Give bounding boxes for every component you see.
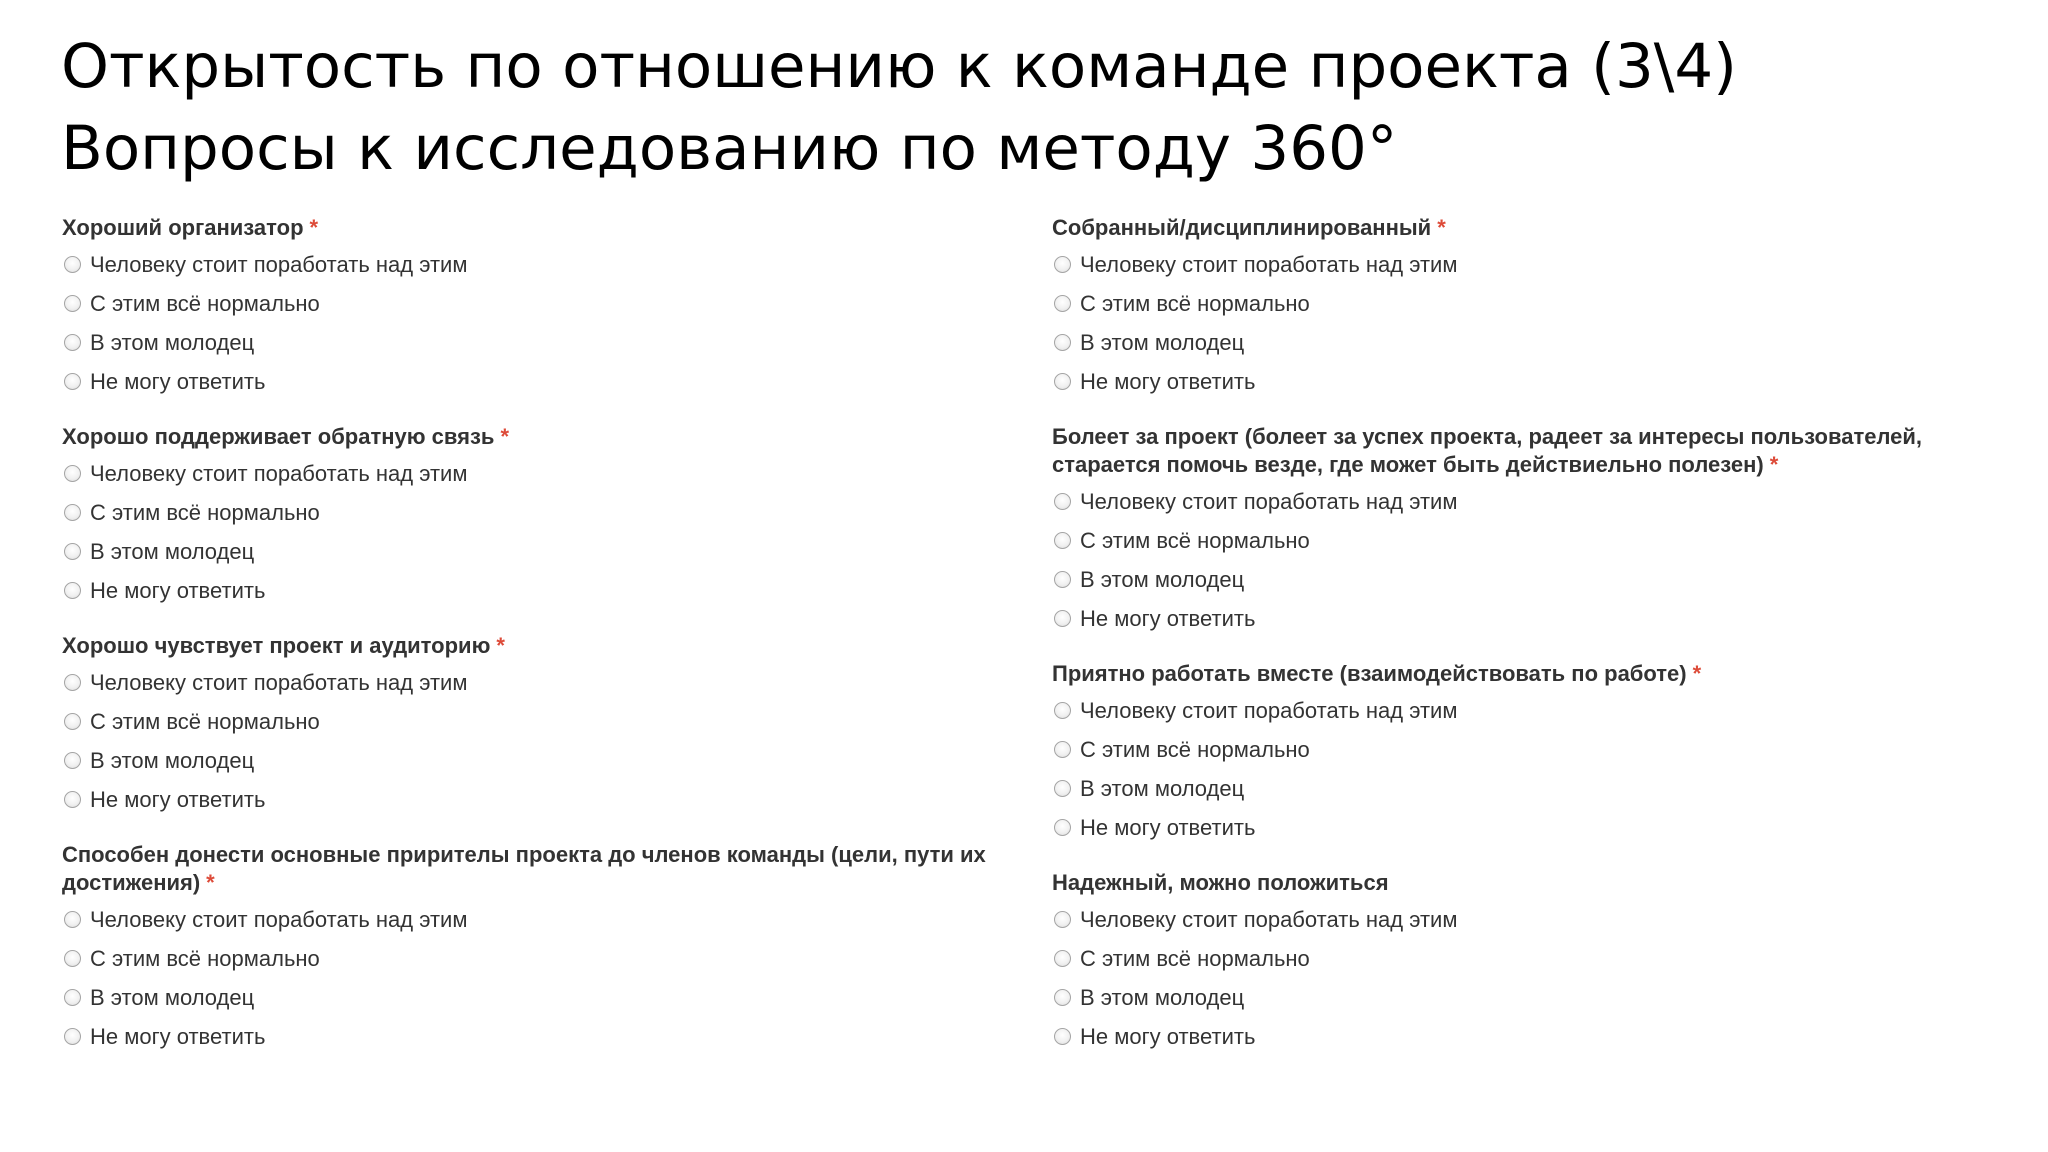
radio-button-icon[interactable] [64, 1028, 81, 1045]
radio-button-icon[interactable] [64, 989, 81, 1006]
radio-option-great[interactable] [1052, 769, 2012, 808]
option-label: Человеку стоит поработать над этим [1080, 251, 1458, 277]
radio-option-work-on[interactable] [62, 900, 1047, 939]
slide-title-line-2: Вопросы к исследованию по методу 360° [61, 113, 1398, 184]
radio-option-work-on[interactable] [1052, 691, 2012, 730]
radio-button-icon[interactable] [1054, 819, 1071, 836]
radio-option-work-on[interactable] [62, 663, 1047, 702]
radio-option-ok[interactable] [62, 702, 1047, 741]
radio-option-work-on[interactable] [62, 245, 1047, 284]
radio-option-cant-answer[interactable] [1052, 808, 2012, 847]
radio-option-ok[interactable] [1052, 730, 2012, 769]
question-label: Болеет за проект (болеет за успех проекта, радеет за интересы пользователей, старается помочь везде, где может быть действиельно полезен) * [1052, 424, 1923, 477]
radio-button-icon[interactable] [1054, 610, 1071, 627]
radio-button-icon[interactable] [1054, 1028, 1071, 1045]
option-label: С этим всё нормально [90, 945, 320, 971]
option-label: В этом молодец [90, 984, 255, 1010]
radio-button-icon[interactable] [64, 373, 81, 390]
radio-option-work-on[interactable] [1052, 482, 2012, 521]
required-asterisk: * [496, 633, 505, 658]
option-label: Не могу ответить [90, 368, 266, 394]
option-label: Человеку стоит поработать над этим [90, 460, 468, 486]
radio-button-icon[interactable] [64, 791, 81, 808]
option-label: С этим всё нормально [1080, 736, 1310, 762]
radio-option-cant-answer[interactable] [62, 362, 1047, 401]
required-asterisk: * [309, 215, 319, 240]
radio-option-great[interactable] [1052, 978, 2012, 1017]
radio-option-ok[interactable] [62, 284, 1047, 323]
radio-button-icon[interactable] [64, 465, 81, 482]
option-label: С этим всё нормально [90, 499, 320, 525]
option-label: Человеку стоит поработать над этим [90, 906, 468, 932]
radio-button-icon[interactable] [64, 504, 81, 521]
radio-button-icon[interactable] [1054, 989, 1071, 1006]
option-label: В этом молодец [90, 538, 255, 564]
radio-button-icon[interactable] [1054, 911, 1071, 928]
option-label: Человеку стоит поработать над этим [1080, 488, 1458, 514]
radio-option-great[interactable] [1052, 560, 2012, 599]
question-disciplined [1052, 214, 2012, 401]
required-asterisk: * [206, 870, 215, 895]
radio-button-icon[interactable] [64, 752, 81, 769]
question-reliable [1052, 869, 2012, 1056]
radio-button-icon[interactable] [64, 713, 81, 730]
radio-option-ok[interactable] [62, 493, 1047, 532]
slide-title-line-1: Открытость по отношению к команде проекта (3\4) [61, 31, 1737, 102]
question-pleasant-to-work-with [1052, 660, 2012, 847]
required-asterisk: * [1692, 661, 1702, 686]
option-label: В этом молодец [1080, 984, 1245, 1010]
radio-button-icon[interactable] [1054, 741, 1071, 758]
radio-button-icon[interactable] [1054, 295, 1071, 312]
option-label: В этом молодец [90, 329, 255, 355]
radio-button-icon[interactable] [64, 911, 81, 928]
radio-button-icon[interactable] [64, 582, 81, 599]
option-label: С этим всё нормально [1080, 945, 1310, 971]
radio-button-icon[interactable] [64, 334, 81, 351]
radio-option-ok[interactable] [1052, 939, 2012, 978]
radio-option-ok[interactable] [1052, 284, 2012, 323]
option-label: Не могу ответить [90, 1023, 266, 1049]
option-label: С этим всё нормально [90, 290, 320, 316]
option-label: Человеку стоит поработать над этим [90, 251, 468, 277]
radio-button-icon[interactable] [1054, 571, 1071, 588]
radio-button-icon[interactable] [1054, 256, 1071, 273]
question-label: Хороший организатор * [62, 215, 319, 240]
question-label: Собранный/дисциплинированный * [1052, 215, 1446, 240]
radio-button-icon[interactable] [1054, 532, 1071, 549]
radio-option-work-on[interactable] [1052, 900, 2012, 939]
radio-button-icon[interactable] [1054, 334, 1071, 351]
option-label: Не могу ответить [1080, 814, 1256, 840]
radio-option-great[interactable] [62, 323, 1047, 362]
option-label: Человеку стоит поработать над этим [1080, 697, 1458, 723]
radio-option-cant-answer[interactable] [1052, 1017, 2012, 1056]
radio-option-cant-answer[interactable] [62, 1017, 1047, 1056]
option-label: В этом молодец [1080, 775, 1245, 801]
question-label: Приятно работать вместе (взаимодействовать по работе) * [1052, 661, 1702, 686]
option-label: В этом молодец [1080, 566, 1245, 592]
option-label: Не могу ответить [1080, 605, 1256, 631]
option-label: В этом молодец [1080, 329, 1245, 355]
question-label: Надежный, можно положиться [1052, 870, 1389, 895]
question-feels-project [62, 632, 1047, 819]
radio-button-icon[interactable] [64, 543, 81, 560]
question-cares-about-project [1052, 423, 2012, 638]
required-asterisk: * [1769, 452, 1779, 477]
radio-option-great[interactable] [62, 978, 1047, 1017]
required-asterisk: * [500, 424, 509, 449]
radio-option-work-on[interactable] [1052, 245, 2012, 284]
question-label: Хорошо чувствует проект и аудиторию * [62, 633, 505, 658]
question-feedback [62, 423, 1047, 610]
option-label: Человеку стоит поработать над этим [1080, 906, 1458, 932]
radio-option-cant-answer[interactable] [1052, 362, 2012, 401]
radio-option-cant-answer[interactable] [62, 571, 1047, 610]
radio-button-icon[interactable] [1054, 950, 1071, 967]
option-label: В этом молодец [90, 747, 255, 773]
radio-button-icon[interactable] [1054, 373, 1071, 390]
question-label: Хорошо поддерживает обратную связь * [62, 424, 509, 449]
right-question-column [1052, 214, 2012, 1056]
required-asterisk: * [1437, 215, 1446, 240]
slide-title [61, 26, 1737, 190]
option-label: Не могу ответить [90, 786, 266, 812]
option-label: С этим всё нормально [1080, 527, 1310, 553]
radio-option-ok[interactable] [62, 939, 1047, 978]
option-label: Не могу ответить [90, 577, 266, 603]
option-label: Не могу ответить [1080, 1023, 1256, 1049]
radio-button-icon[interactable] [64, 295, 81, 312]
radio-option-great[interactable] [62, 741, 1047, 780]
radio-option-great[interactable] [62, 532, 1047, 571]
option-label: С этим всё нормально [90, 708, 320, 734]
radio-option-work-on[interactable] [62, 454, 1047, 493]
radio-button-icon[interactable] [64, 256, 81, 273]
option-label: Человеку стоит поработать над этим [90, 669, 468, 695]
radio-button-icon[interactable] [64, 950, 81, 967]
radio-option-cant-answer[interactable] [1052, 599, 2012, 638]
radio-button-icon[interactable] [64, 674, 81, 691]
question-conveys-priorities [62, 841, 1047, 1056]
radio-option-cant-answer[interactable] [62, 780, 1047, 819]
question-good-organizer [62, 214, 1047, 401]
option-label: С этим всё нормально [1080, 290, 1310, 316]
radio-button-icon[interactable] [1054, 780, 1071, 797]
radio-button-icon[interactable] [1054, 493, 1071, 510]
radio-button-icon[interactable] [1054, 702, 1071, 719]
radio-option-great[interactable] [1052, 323, 2012, 362]
option-label: Не могу ответить [1080, 368, 1256, 394]
radio-option-ok[interactable] [1052, 521, 2012, 560]
question-label: Способен донести основные прирителы проекта до членов команды (цели, пути их достижения) * [62, 842, 986, 895]
left-question-column [62, 214, 1047, 1056]
